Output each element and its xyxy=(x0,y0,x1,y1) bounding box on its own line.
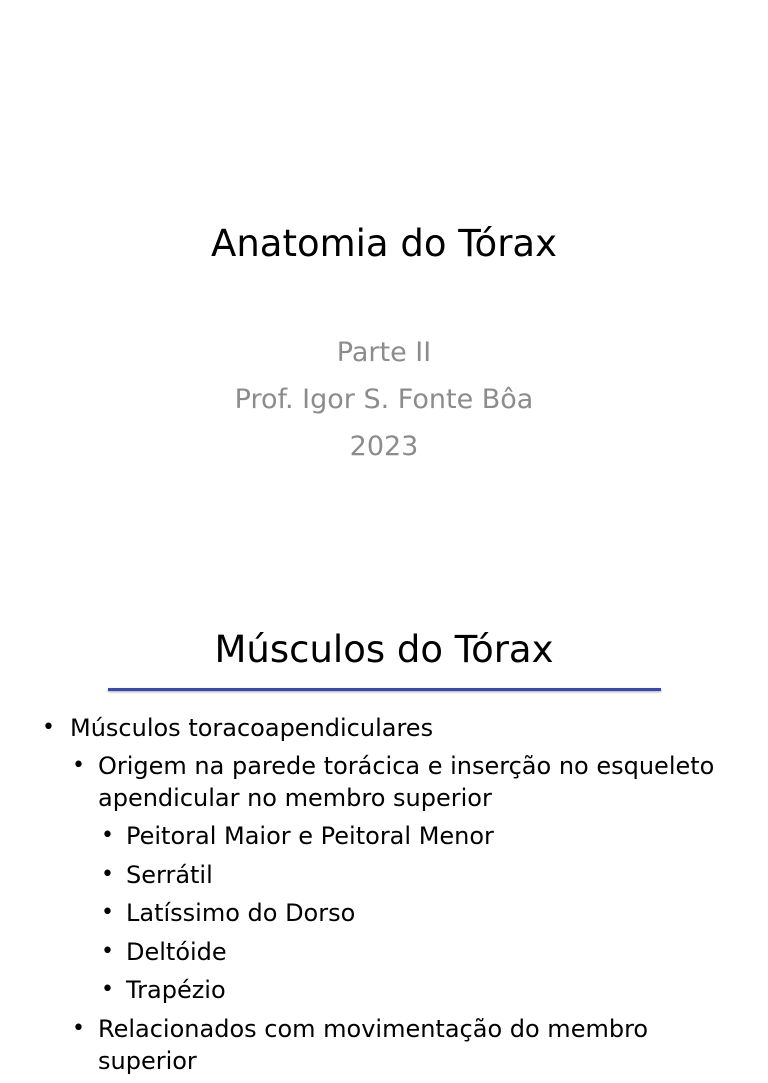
slide-title: Anatomia do Tórax xyxy=(211,222,557,265)
bullet-text: Peitoral Maior e Peitoral Menor xyxy=(126,822,494,850)
bullet-text: Músculos toracoapendiculares xyxy=(70,714,434,742)
bullet-dot-icon: • xyxy=(101,900,114,925)
subtitle-part: Parte II xyxy=(336,337,432,368)
bullet-item xyxy=(0,974,768,1006)
bullet-item xyxy=(0,712,768,744)
title-underline xyxy=(108,688,661,691)
content-slide xyxy=(0,576,768,1075)
bullet-text: Latíssimo do Dorso xyxy=(126,899,356,927)
bullet-text: Origem na parede torácica e inserção no esqueleto apendicular no membro superior xyxy=(98,752,715,812)
bullet-item xyxy=(0,897,768,929)
bullet-dot-icon: • xyxy=(101,977,114,1002)
bullet-text: Deltóide xyxy=(126,937,227,966)
subtitle-author: Prof. Igor S. Fonte Bôa xyxy=(234,384,534,415)
bullet-list xyxy=(0,712,768,1083)
bullet-dot-icon: • xyxy=(101,861,114,887)
bullet-dot-icon: • xyxy=(42,715,55,740)
bullet-dot-icon: • xyxy=(101,823,114,848)
bullet-item xyxy=(0,1013,768,1077)
bullet-item xyxy=(0,750,768,814)
bullet-item xyxy=(0,859,768,891)
bullet-dot-icon: • xyxy=(72,753,85,778)
bullet-item xyxy=(0,820,768,852)
subtitle-year: 2023 xyxy=(349,431,419,462)
bullet-text: Serrátil xyxy=(126,860,213,889)
slide-subtitle xyxy=(0,333,768,474)
bullet-text: Trapézio xyxy=(126,976,226,1004)
slide-title: Músculos do Tórax xyxy=(214,628,554,671)
bullet-item xyxy=(0,936,768,968)
bullet-dot-icon: • xyxy=(72,1015,85,1041)
bullet-text: Relacionados com movimentação do membro superior xyxy=(98,1014,649,1075)
bullet-dot-icon: • xyxy=(101,938,114,964)
